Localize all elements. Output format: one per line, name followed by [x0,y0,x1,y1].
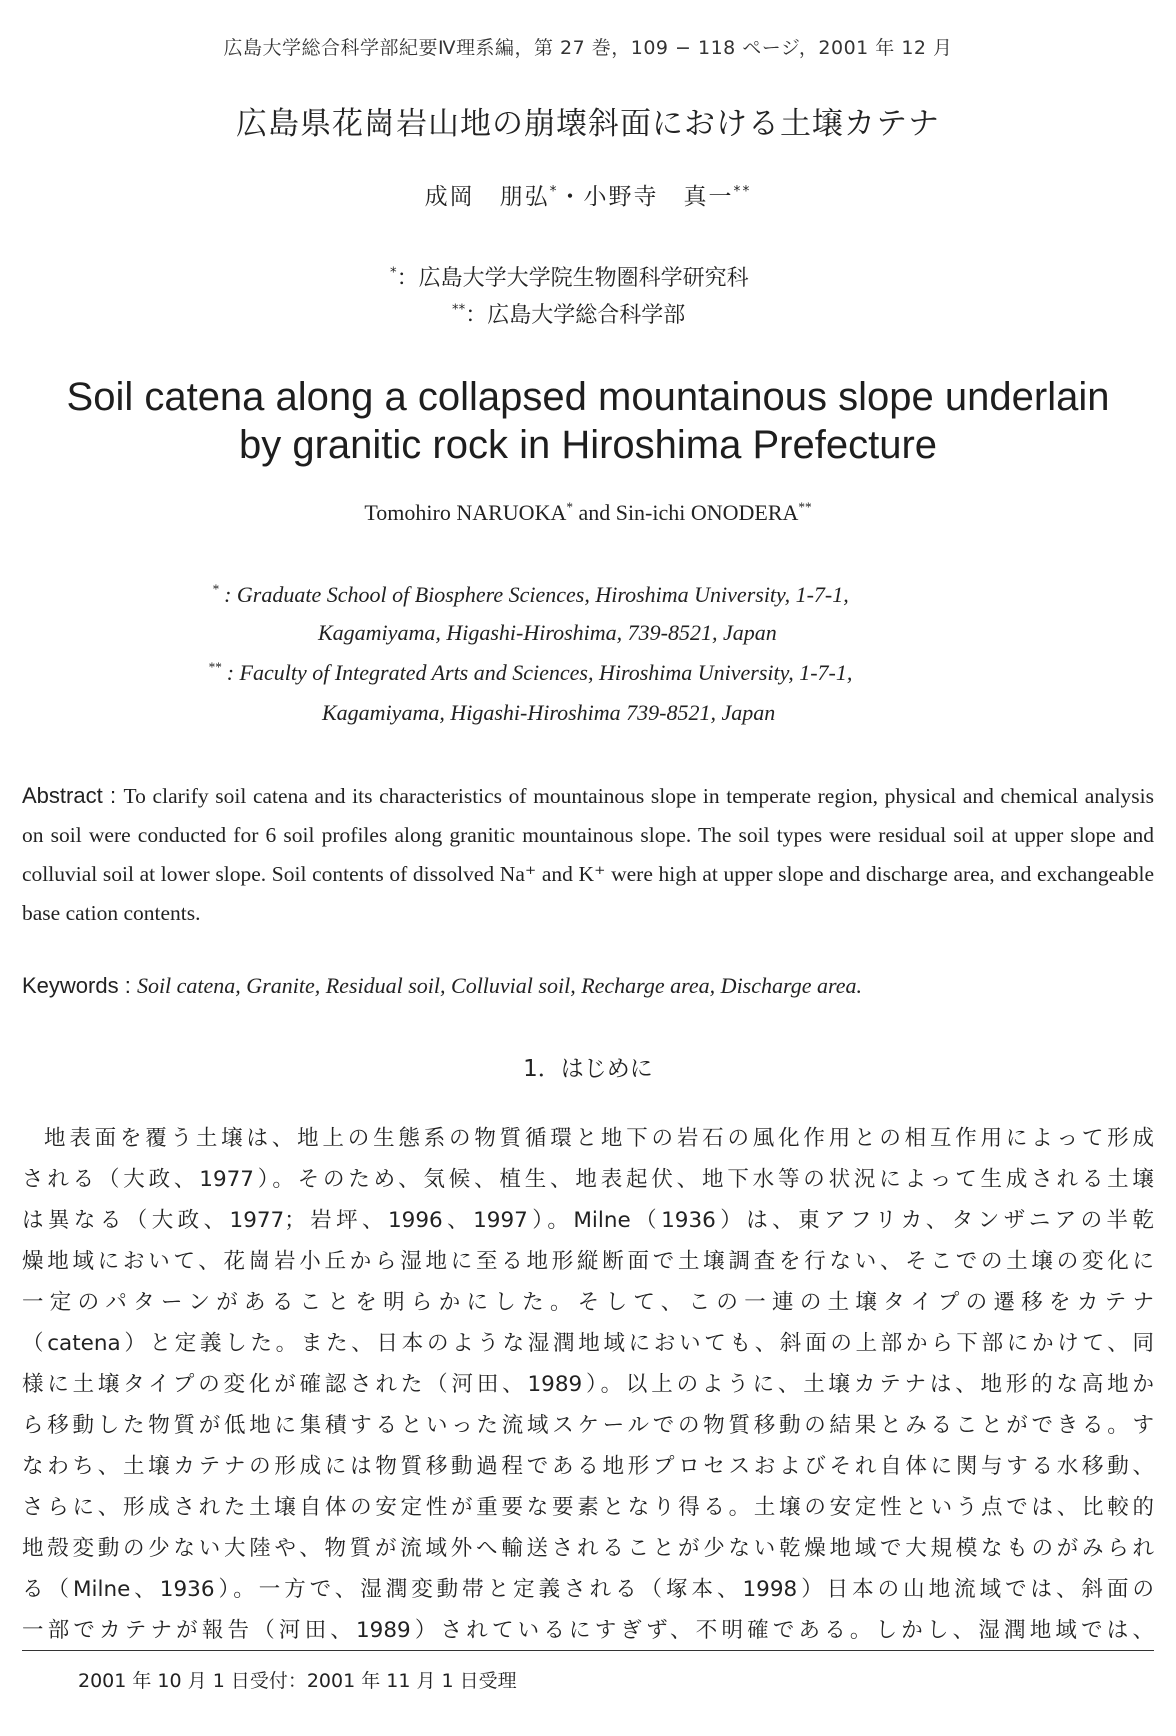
body-line: 一部でカテナが報告（河田、1989）されているにすぎず、不明確である。しかし、湿潤地域では、 [22,1618,1154,1643]
body-line: は異なる（大政、1977；岩坪、1996、1997）。Milne（1936）は、東アフリカ、タンザニアの半乾 [22,1208,1154,1233]
body-line: 燥地域において、花崗岩小丘から湿地に至る地形縦断面で土壌調査を行ない、そこでの土壌の変化に [22,1249,1154,1274]
affiliation-jp-1 [390,261,749,292]
author-separator-jp: ・ [558,184,584,210]
affiliation-en-2-text: : Faculty of Integrated Arts and Sciences, Hiroshima University, 1-7-1, [221,660,853,685]
affiliation-en-2-line-1 [208,660,852,686]
running-header: 広島大学総合科学部紀要Ⅳ理系編，第 27 巻，109 − 118 ページ，2001 年 12 月 [223,37,953,59]
affiliation-en-1-line-2: Kagamiyama, Higashi-Hiroshima, 739-8521, Japan [318,620,777,645]
affiliation-en-1-line-1 [212,582,849,608]
body-line: 地表面を覆う土壌は、地上の生態系の物質循環と地下の岩石の風化作用との相互作用によって形成 [44,1126,1154,1151]
abstract-label: Abstract : [22,783,124,808]
body-paragraph [22,1118,1154,1651]
body-line: 地殻変動の少ない大陸や、物質が流域外へ輸送されることが少ない乾燥地域で大規模なものがみられ [22,1536,1154,1561]
body-line: （catena）と定義した。また、日本のような湿潤地域においても、斜面の上部から下部にかけて、同 [22,1331,1154,1356]
author-1-mark-jp: * [549,183,559,200]
author-2-mark-en: ** [798,499,812,515]
english-title-line-2: by granitic rock in Hiroshima Prefecture [238,423,938,467]
body-line: される（大政、1977）。そのため、気候、植生、地表起伏、地下水等の状況によって生成される土壌 [22,1167,1154,1192]
japanese-title: 広島県花崗岩山地の崩壊斜面における土壌カテナ [236,106,940,142]
english-title-line-1: Soil catena along a collapsed mountainous slope underlain [66,375,1110,419]
body-line: ら移動した物質が低地に集積するといった流域スケールでの物質移動の結果とみることができる。す [22,1413,1154,1438]
english-title [0,373,1176,469]
received-accepted-note: 2001 年 10 月 1 日受付：2001 年 11 月 1 日受理 [78,1670,517,1692]
japanese-authors [0,178,1176,211]
affiliation-jp-1-mark: * [390,265,397,281]
author-1-en: Tomohiro NARUOKA [364,500,567,525]
author-2-jp: 小野寺 真一 [583,184,734,210]
affiliation-jp-2-text: ：広島大学総合科学部 [465,303,686,328]
author-2-mark-jp: ** [733,183,752,200]
affiliation-en-2-mark: ** [208,659,222,675]
affiliation-en-2-line-2: Kagamiyama, Higashi-Hiroshima 739-8521, Japan [322,700,776,725]
section-heading: 1．はじめに [523,1056,653,1082]
abstract [22,776,1154,933]
body-line: 一定のパターンがあることを明らかにした。そして、この一連の土壌タイプの遷移をカテナ [22,1290,1154,1315]
body-line: なわち、土壌カテナの形成には物質移動過程である地形プロセスおよびそれ自体に関与する水移動、 [22,1454,1154,1479]
author-2-en: Sin-ichi ONODERA [615,500,799,525]
author-1-mark-en: * [566,499,573,515]
body-line: る（Milne、1936）。一方で、湿潤変動帯と定義される（塚本、1998）日本の山地流域では、斜面の [22,1577,1154,1602]
body-line: 様に土壌タイプの変化が確認された（河田、1989）。以上のように、土壌カテナは、地形的な高地か [22,1372,1154,1397]
affiliation-jp-2-mark: ** [452,302,466,318]
footnote-divider [22,1650,1154,1651]
affiliation-jp-1-text: ：広島大学大学院生物圏科学研究科 [396,266,749,291]
author-1-jp: 成岡 朋弘 [424,184,550,210]
keywords [22,973,1154,999]
english-authors [0,500,1176,526]
keywords-label: Keywords : [22,973,137,998]
body-line: さらに、形成された土壌自体の安定性が重要な要素となり得る。土壌の安定性という点では、比較的 [22,1495,1154,1520]
affiliation-en-1-text: : Graduate School of Biosphere Sciences, Hiroshima University, 1-7-1, [218,582,849,607]
author-separator-en: and [572,500,616,525]
affiliation-en-1-mark: * [212,581,219,597]
abstract-text: To clarify soil catena and its characteristics of mountainous slope in temperate region, physical and chemical analysis on soil were conducted for 6 soil profiles along granitic mountainous slope. The soil types were residual soil at upper slope and colluvial soil at lower slope. Soil contents of dissolved Na⁺ and K⁺ were high at upper slope and discharge area, and exchangeable base cation contents. [22,784,1154,925]
affiliation-jp-2 [452,298,685,329]
keywords-text: Soil catena, Granite, Residual soil, Colluvial soil, Recharge area, Discharge area. [136,973,863,998]
